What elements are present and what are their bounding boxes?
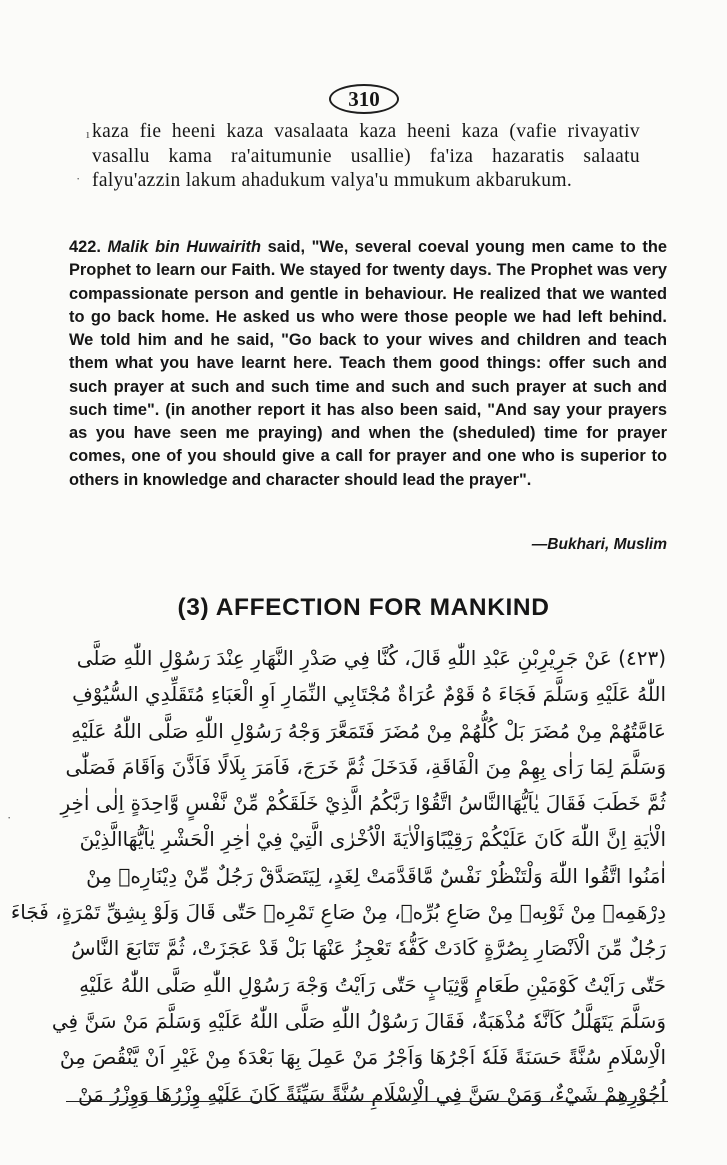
arabic-line: حَتّٰى رَاَيْتُ كَوْمَيْنِ طَعَامٍ وَّثِيَابٍ حَتّٰى رَاَيْتُ وَجْهَ رَسُوْلِ اللّٰهِ صَلَّى اللّٰهُ عَلَيْهِ xyxy=(79,972,666,997)
hadith-number: 422. xyxy=(69,238,101,256)
arabic-line: (٤٢٣) عَنْ جَرِيْرِبْنِ عَبْدِ اللّٰهِ قَالَ، كُنَّا فِي صَدْرِ النَّهَارِ عِنْدَ رَسُوْلِ اللّٰهِ صَلَّى xyxy=(76,646,666,670)
arabic-line: اٰمَنُوا اتَّقُوا اللّٰهَ وَلْتَنْظُرْ نَفْسٌ مَّاقَدَّمَتْ لِغَدٍ، لِيَتَصَدَّقْ رَجُلٌ مِّنْ دِيْنَارِهٖ مِنْ xyxy=(86,863,666,888)
scan-speck: · xyxy=(76,171,81,186)
footer-rule xyxy=(66,1101,668,1102)
page-number: 310 xyxy=(329,84,399,114)
arabic-line: عَامَّتُهُمْ مِنْ مُضَرَ بَلْ كُلُّهُمْ مِنْ مُضَرَ فَتَمَعَّرَ وَجْهُ رَسُوْلِ اللّٰهِ صَلَّى اللّٰهُ عَلَيْهِ xyxy=(71,718,666,743)
arabic-line: رَجُلٌ مِّنَ الْاَنْصَارِ بِصُرَّةٍ كَادَتْ كَفُّهٗ تَعْجِزُ عَنْهَا بَلْ قَدْ عَجَزَتْ، ثُمَّ تَتَابَعَ النَّاسُ xyxy=(71,936,666,961)
hadith-source: —Bukhari, Muslim xyxy=(531,536,667,553)
arabic-text-block xyxy=(10,640,666,1112)
arabic-line: اُجُوْرِهِمْ شَيْءٌ، وَمَنْ سَنَّ فِي الْاِسْلَامِ سُنَّةً سَيِّئَةً كَانَ عَلَيْهِ وِزْرُهَا وَوِزْرُ مَنْ xyxy=(77,1081,666,1106)
arabic-line: وَسَلَّمَ لِمَا رَاٰى بِهِمْ مِنَ الْفَاقَةِ، فَدَخَلَ ثُمَّ خَرَجَ، فَاَمَرَ بِلَالًا فَاَذَّنَ وَاَقَامَ فَصَلّٰى xyxy=(65,754,666,779)
arabic-line: دِرْهَمِهٖ مِنْ ثَوْبِهٖ مِنْ صَاعِ بُرِّهٖ، مِنْ صَاعِ تَمْرِهٖ حَتّٰى قَالَ وَلَوْ بِشِقِّ تَمْرَةٍ، فَجَاءَ xyxy=(10,900,666,925)
hadith-text: said, "We, several coeval young men came to the Prophet to learn our Faith. We stayed for twenty days. The Prophet was very compassionate person and gentle in behaviour. He realized that we wanted to go back home. He asked us who were those people we had left behind. We told him and he said, "Go back to your wives and children and teach them what you have learnt here. Teach them good things: offer such and such prayer at such and such time and such and such prayer at such and such time". (in another report it has also been said, "And say your prayers as you have seen me praying) and when the (sheduled) time for prayer comes, one of you should give a call for prayer and one who is superior to others in knowledge and character should lead the prayer". xyxy=(69,238,667,489)
hadith-narrator: Malik bin Huwairith xyxy=(107,238,262,256)
arabic-line: وَسَلَّمَ يَتَهَلَّلُ كَاَنَّهٗ مُذْهَبَةٌ، فَقَالَ رَسُوْلُ اللّٰهِ صَلَّى اللّٰهُ عَلَيْهِ وَسَلَّمَ مَنْ سَنَّ فِي xyxy=(51,1008,666,1033)
section-title: (3) AFFECTION FOR MANKIND xyxy=(177,594,550,621)
transliteration-paragraph: kaza fie heeni kaza vasalaata kaza heeni kaza (vafie rivayativ vasallu kama ra'aitumunie usallie) fa'iza hazaratis salaatu falyu'azzin lakum ahadukum valya'u mmukum akbarukum. xyxy=(92,121,640,191)
arabic-line: الْاِسْلَامِ سُنَّةً حَسَنَةً فَلَهٗ اَجْرُهَا وَاَجْرُ مَنْ عَمِلَ بِهَا بَعْدَهٗ مِنْ غَيْرِ اَنْ يَّنْقُصَ مِنْ xyxy=(59,1045,666,1070)
arabic-line: ثُمَّ خَطَبَ فَقَالَ يٰاَيُّهَاالنَّاسُ اتَّقُوْا رَبَّكُمُ الَّذِيْ خَلَقَكُمْ مِّنْ نَّفْسٍ وَّاحِدَةٍ اِلٰى اٰخِرِ xyxy=(60,791,666,816)
scan-speck: ı xyxy=(86,126,90,141)
arabic-line: اللّٰهُ عَلَيْهِ وَسَلَّمَ فَجَاءَ هُ قَوْمٌ عُرَاةٌ مُجْتَابِي النِّمَارِ اَوِ الْعَبَاءِ مُتَقَلِّدِي السُّيُوْفِ xyxy=(72,682,666,707)
scan-speck: · xyxy=(7,810,12,825)
hadith-paragraph xyxy=(69,236,667,492)
arabic-line: الْاٰيَةِ اِنَّ اللّٰهَ كَانَ عَلَيْكُمْ رَقِيْبًاوَالْاٰيَةَ الْاُخْرٰى الَّتِيْ فِيْ اٰخِرِ الْحَشْرِ يٰاَيُّهَاالَّذِيْنَ xyxy=(79,827,666,852)
